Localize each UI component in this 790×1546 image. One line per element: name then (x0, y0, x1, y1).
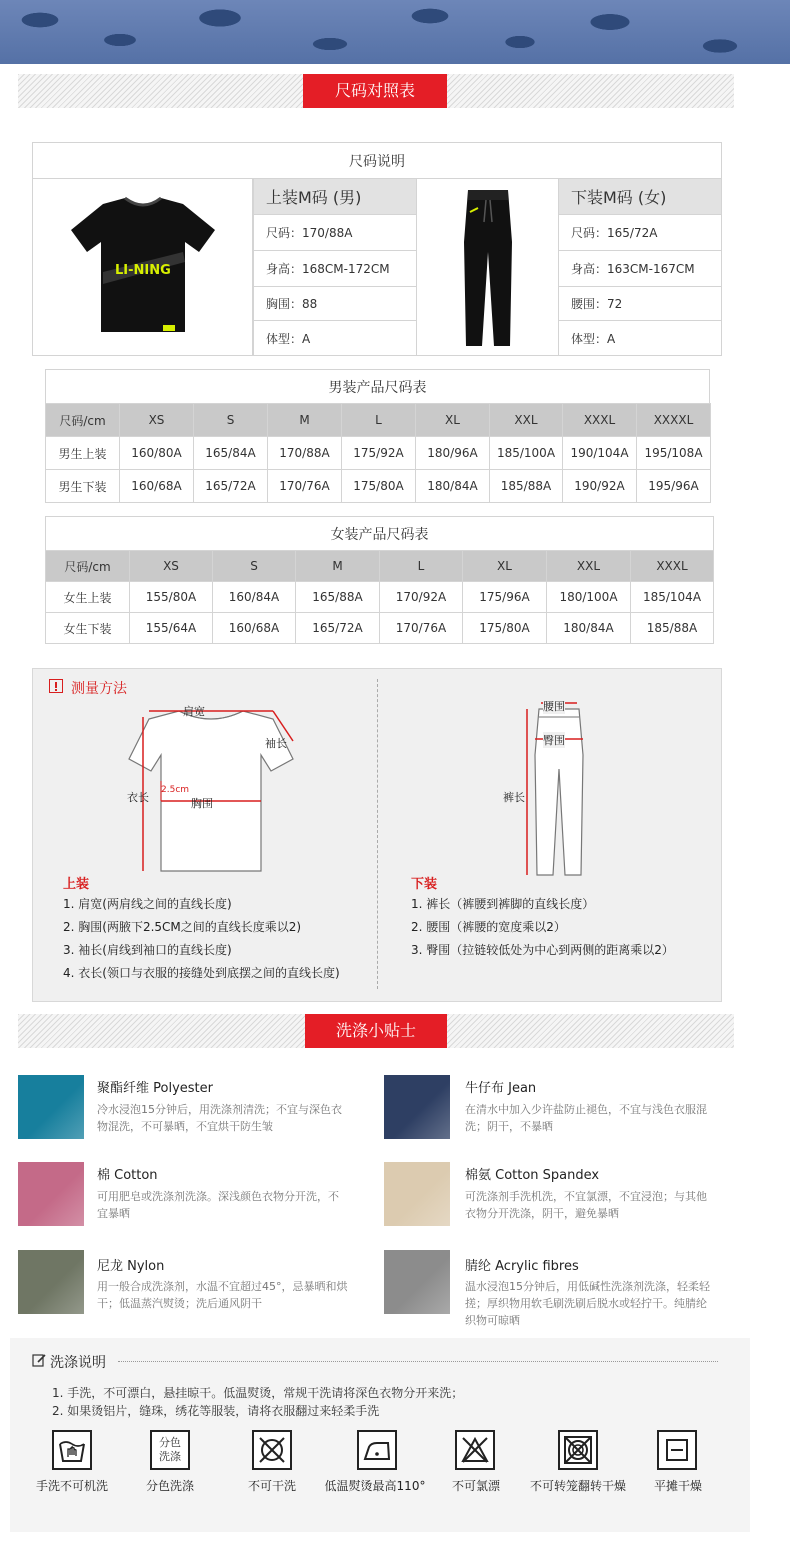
women-table-title: 女装产品尺码表 (45, 516, 714, 551)
pants-length-label: 裤长 (503, 791, 525, 804)
bottom-size-row: 体型：A (558, 320, 722, 356)
dry-flat-icon-glyph (662, 1435, 692, 1465)
top-size-row: 尺码：170/88A (253, 214, 417, 251)
men-table-cell: 185/100A (489, 436, 563, 470)
bottom-measure-item: 2. 腰围（裤腰的宽度乘以2） (411, 920, 566, 934)
women-table-header-cell: XXXL (630, 550, 714, 582)
chest-label: 胸围 (191, 797, 213, 810)
material-title: 尼龙 Nylon (97, 1259, 165, 1274)
men-table-cell: 175/80A (341, 469, 416, 503)
women-table-header-cell: XL (462, 550, 547, 582)
pants-image (416, 178, 559, 356)
men-table-cell: 165/72A (193, 469, 268, 503)
measure-method-panel (32, 668, 722, 1002)
men-table-cell: 180/96A (415, 436, 490, 470)
separate-wash-text: 分色 (159, 1436, 181, 1449)
men-table-cell: 160/80A (119, 436, 194, 470)
top-measure-item: 1. 肩宽(两肩线之间的直线长度) (63, 897, 232, 911)
women-table-header-cell: XXL (546, 550, 631, 582)
bottom-size-title: 下装M码 (女) (558, 178, 722, 215)
fabric-swatch (384, 1162, 450, 1226)
wash-title: 洗涤说明 (50, 1355, 106, 1371)
no-bleach-icon-glyph (460, 1435, 490, 1465)
care-label: 不可氯漂 (451, 1479, 500, 1493)
women-table-cell: 170/76A (379, 612, 463, 644)
women-table-cell: 165/72A (295, 612, 380, 644)
care-label: 平摊干燥 (653, 1479, 702, 1493)
men-table-header-cell: S (193, 403, 268, 437)
no-tumble-dry-icon-glyph (562, 1434, 594, 1466)
measure-icon (49, 679, 63, 693)
iron-low-icon-glyph (361, 1435, 393, 1465)
wash-line: 1. 手洗，不可漂白，悬挂晾干。低温熨烫，常规干洗请将深色衣物分开来洗； (52, 1386, 464, 1400)
material-description: 用一般合成洗涤剂，水温不宜超过45°，忌暴晒和烘干；低温蒸汽熨烫；洗后通风阴干 (97, 1280, 348, 1310)
women-table-cell: 185/88A (630, 612, 714, 644)
women-table-header-cell: L (379, 550, 463, 582)
no-bleach-icon (455, 1430, 495, 1470)
bottom-measure-label: 下装 (411, 877, 438, 892)
women-table-cell: 155/64A (129, 612, 213, 644)
top-size-row: 体型：A (253, 320, 417, 356)
men-table-header-cell: XXL (489, 403, 563, 437)
fabric-swatch (18, 1075, 84, 1139)
divider (377, 679, 378, 989)
hip-label: 臀围 (543, 734, 565, 747)
men-table-header-cell: M (267, 403, 342, 437)
material-description: 可用肥皂或洗涤剂洗涤。深浅颜色衣物分开洗，不宜暴晒 (97, 1190, 339, 1220)
material-description: 冷水浸泡15分钟后，用洗涤剂清洗；不宜与深色衣物混洗，不可暴晒，不宜烘干防生皱 (97, 1103, 342, 1133)
top-measure-item: 3. 袖长(肩线到袖口的直线长度) (63, 943, 232, 957)
care-label: 手洗不可机洗 (35, 1479, 108, 1493)
top-measure-label: 上装 (63, 877, 90, 892)
men-table-cell: 175/92A (341, 436, 416, 470)
top-measure-item: 4. 衣长(领口与衣服的接缝处到底摆之间的直线长度) (63, 966, 340, 980)
material-description: 温水浸泡15分钟后，用低碱性洗涤剂洗涤，轻柔轻搓；厚织物用软毛刷洗刷后脱水或轻拧干。纯腈纶织物可晾晒 (465, 1280, 710, 1327)
men-table-cell: 180/84A (415, 469, 490, 503)
no-dry-clean-icon-glyph (257, 1435, 287, 1465)
svg-text:LI-NING: LI-NING (114, 263, 171, 278)
men-table-cell: 195/108A (636, 436, 711, 470)
top-size-title: 上装M码 (男) (253, 178, 417, 215)
top-banner (0, 0, 790, 64)
women-table-cell: 175/80A (462, 612, 547, 644)
dotted-divider (118, 1361, 718, 1362)
bottom-size-row: 尺码：165/72A (558, 214, 722, 251)
material-title: 牛仔布 Jean (465, 1081, 537, 1096)
men-table-cell: 195/96A (636, 469, 711, 503)
women-table-cell: 180/84A (546, 612, 631, 644)
size-info-title: 尺码说明 (32, 142, 722, 179)
women-table-header-cell: M (295, 550, 380, 582)
women-table-cell: 155/80A (129, 581, 213, 613)
material-title: 聚酯纤维 Polyester (97, 1081, 213, 1096)
material-title: 棉 Cotton (97, 1168, 158, 1183)
section-title-size-chart: 尺码对照表 (303, 74, 447, 108)
men-table-header-cell: 尺码/cm (45, 403, 120, 437)
men-table-cell: 190/92A (562, 469, 637, 503)
shoulder-label: 肩宽 (183, 705, 205, 718)
hand-wash-icon-glyph (57, 1435, 87, 1465)
pants-diagram (519, 695, 599, 879)
fabric-swatch (384, 1075, 450, 1139)
iron-low-icon (357, 1430, 397, 1470)
bottom-size-row: 身高：163CM-167CM (558, 250, 722, 287)
material-title: 腈纶 Acrylic fibres (465, 1259, 579, 1274)
material-description: 可洗涤剂手洗机洗，不宜氯漂，不宜浸泡；与其他衣物分开洗涤，阴干，避免暴晒 (465, 1190, 707, 1220)
care-label: 低温熨烫最高110° (324, 1479, 426, 1493)
no-tumble-dry-icon (558, 1430, 598, 1470)
bottom-size-row: 腰围：72 (558, 286, 722, 321)
men-table-cell: 160/68A (119, 469, 194, 503)
men-table-cell: 男生下装 (45, 469, 120, 503)
women-table-header-cell: XS (129, 550, 213, 582)
men-table-cell: 男生上装 (45, 436, 120, 470)
men-table-header-cell: XXXL (562, 403, 637, 437)
measure-title: 测量方法 (71, 681, 127, 697)
bottom-measure-item: 3. 臀围（拉链较低处为中心到两侧的距离乘以2） (411, 943, 674, 957)
tshirt-image (32, 178, 253, 356)
length-label: 衣长 (127, 791, 149, 804)
women-table-cell: 180/100A (546, 581, 631, 613)
women-table-cell: 女生下装 (45, 612, 130, 644)
top-size-row: 身高：168CM-172CM (253, 250, 417, 287)
women-table-cell: 160/68A (212, 612, 296, 644)
women-table-cell: 165/88A (295, 581, 380, 613)
wash-line: 2. 如果烫铝片，缝珠，绣花等服装，请将衣服翻过来轻柔手洗 (52, 1404, 380, 1418)
women-table-cell: 185/104A (630, 581, 714, 613)
dry-flat-icon (657, 1430, 697, 1470)
men-table-cell: 170/76A (267, 469, 342, 503)
women-table-cell: 160/84A (212, 581, 296, 613)
material-description: 在清水中加入少许盐防止褪色，不宜与浅色衣服混洗；阴干，不暴晒 (465, 1103, 707, 1133)
care-label: 分色洗涤 (145, 1479, 194, 1493)
top-size-row: 胸围：88 (253, 286, 417, 321)
men-table-cell: 165/84A (193, 436, 268, 470)
women-table-header-cell: 尺码/cm (45, 550, 130, 582)
edit-icon (32, 1353, 46, 1367)
men-table-title: 男装产品尺码表 (45, 369, 710, 404)
fabric-swatch (384, 1250, 450, 1314)
men-table-cell: 185/88A (489, 469, 563, 503)
men-table-header-cell: XS (119, 403, 194, 437)
material-title: 棉氨 Cotton Spandex (465, 1168, 600, 1183)
section-title-wash-tips: 洗涤小贴士 (305, 1014, 447, 1048)
hand-wash-icon (52, 1430, 92, 1470)
no-dry-clean-icon (252, 1430, 292, 1470)
men-table-header-cell: L (341, 403, 416, 437)
separate-wash-text: 洗涤 (159, 1450, 181, 1463)
women-table-cell: 170/92A (379, 581, 463, 613)
fabric-swatch (18, 1162, 84, 1226)
men-table-header-cell: XXXXL (636, 403, 711, 437)
women-table-cell: 175/96A (462, 581, 547, 613)
offset-label: 2.5cm (161, 785, 190, 795)
fabric-swatch (18, 1250, 84, 1314)
care-label: 不可干洗 (247, 1479, 296, 1493)
waist-label: 腰围 (543, 700, 565, 713)
shirt-diagram (121, 697, 311, 877)
men-table-cell: 170/88A (267, 436, 342, 470)
men-table-header-cell: XL (415, 403, 490, 437)
women-table-header-cell: S (212, 550, 296, 582)
care-label: 不可转笼翻转干燥 (529, 1479, 626, 1493)
sleeve-label: 袖长 (265, 737, 287, 750)
bottom-measure-item: 1. 裤长（裤腰到裤脚的直线长度） (411, 897, 595, 911)
separate-wash-icon (150, 1430, 190, 1470)
men-table-cell: 190/104A (562, 436, 637, 470)
top-measure-item: 2. 胸围(两腋下2.5CM之间的直线长度乘以2) (63, 920, 302, 934)
women-table-cell: 女生上装 (45, 581, 130, 613)
